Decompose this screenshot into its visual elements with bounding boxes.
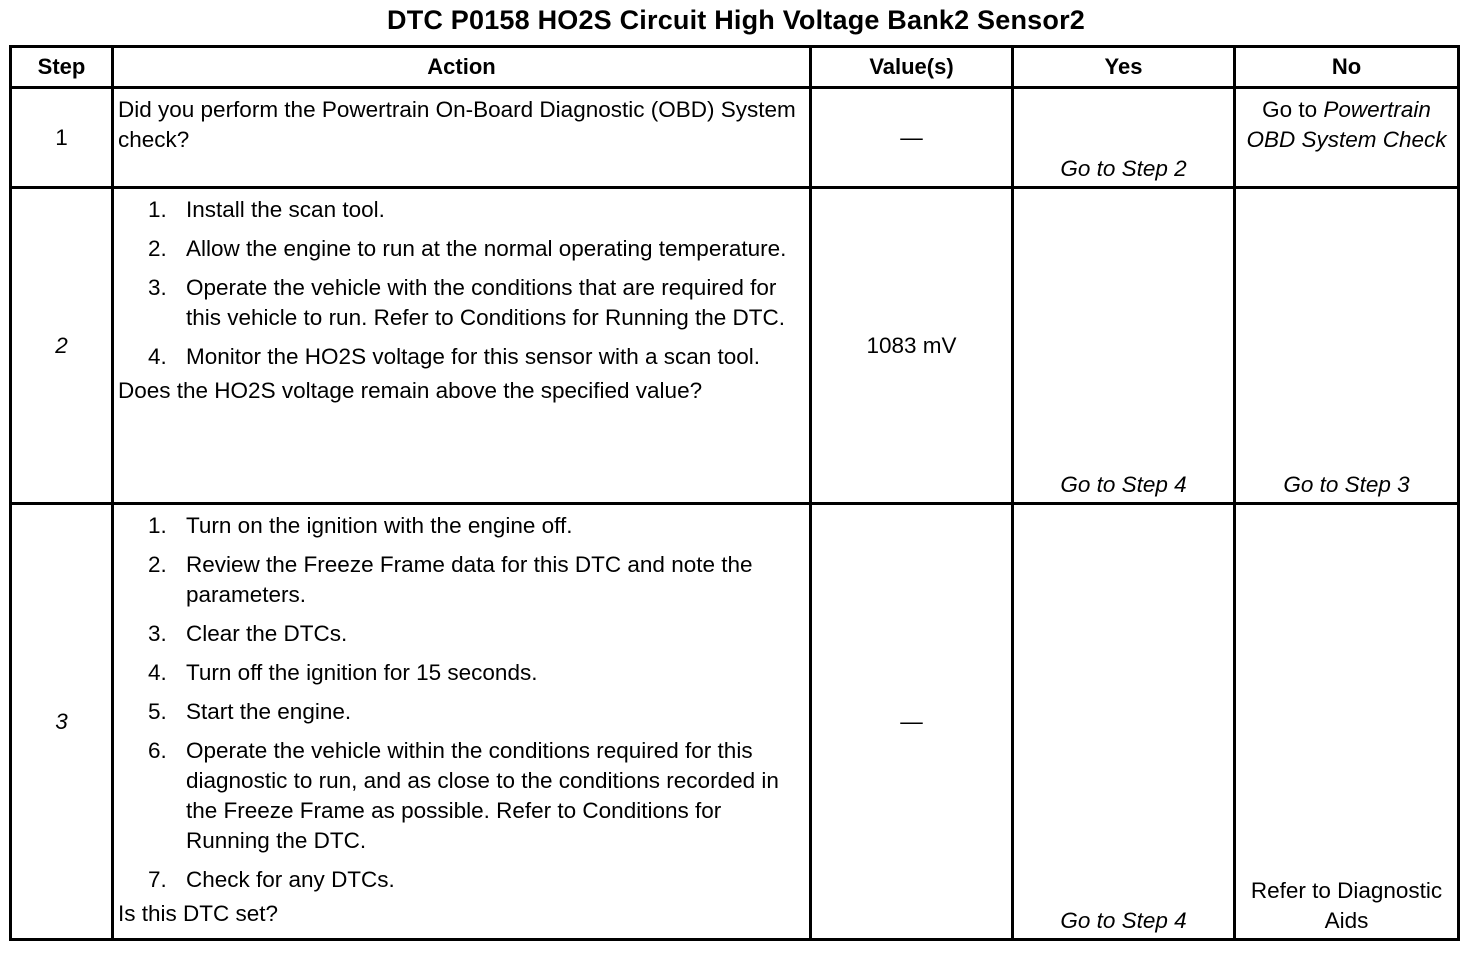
list-item — [118, 511, 805, 541]
value-cell: — — [811, 88, 1013, 188]
list-item-number: 4. — [148, 660, 167, 685]
yes-cell — [1013, 504, 1235, 940]
no-link-text: Powertrain OBD System Check — [1246, 97, 1447, 152]
list-item — [118, 697, 805, 727]
list-item-number: 6. — [148, 738, 167, 763]
table-header-row — [11, 47, 1459, 88]
list-item — [118, 736, 805, 856]
action-cell — [113, 88, 811, 188]
list-item-text: Turn off the ignition for 15 seconds. — [186, 660, 538, 685]
list-item-text: Allow the engine to run at the normal operating temperature. — [186, 236, 787, 261]
header-action: Action — [113, 47, 811, 88]
document-title: DTC P0158 HO2S Circuit High Voltage Bank2 Sensor2 — [387, 5, 1085, 35]
list-item — [118, 865, 805, 895]
diagnostic-table — [9, 45, 1460, 941]
list-item — [118, 234, 805, 264]
header-values: Value(s) — [811, 47, 1013, 88]
no-cell — [1235, 88, 1459, 188]
action-question: Does the HO2S voltage remain above the specified value? — [118, 378, 703, 403]
list-item-text: Turn on the ignition with the engine off. — [186, 513, 573, 538]
list-item-number: 5. — [148, 699, 167, 724]
list-item — [118, 342, 805, 372]
header-yes: Yes — [1013, 47, 1235, 88]
step-number: 1 — [11, 88, 113, 188]
yes-cell — [1013, 188, 1235, 504]
action-question: Is this DTC set? — [118, 901, 279, 926]
list-item — [118, 619, 805, 649]
no-text — [1236, 89, 1457, 155]
no-cell — [1235, 504, 1459, 940]
list-item-text: Clear the DTCs. — [186, 621, 348, 646]
action-cell — [113, 188, 811, 504]
value-cell: 1083 mV — [811, 188, 1013, 504]
list-item — [118, 550, 805, 610]
list-item-text: Operate the vehicle with the conditions that are required for this vehicle to run. Refer to Conditions for Running the DTC. — [186, 275, 786, 330]
table-row — [11, 88, 1459, 188]
list-item — [118, 658, 805, 688]
list-item-text: Monitor the HO2S voltage for this sensor with a scan tool. — [186, 344, 761, 369]
list-item-number: 7. — [148, 867, 167, 892]
header-step: Step — [11, 47, 113, 88]
step-number: 3 — [11, 504, 113, 940]
list-item-text: Check for any DTCs. — [186, 867, 395, 892]
action-text: Did you perform the Powertrain On-Board Diagnostic (OBD) System check? — [118, 97, 796, 152]
action-cell — [113, 504, 811, 940]
list-item-text: Install the scan tool. — [186, 197, 385, 222]
no-prefix: Go to — [1262, 97, 1318, 122]
list-item-number: 3. — [148, 621, 167, 646]
list-item-text: Start the engine. — [186, 699, 352, 724]
no-cell — [1235, 188, 1459, 504]
value-cell: — — [811, 504, 1013, 940]
yes-text: Go to Step 2 — [1060, 156, 1187, 181]
header-no: No — [1235, 47, 1459, 88]
list-item-number: 3. — [148, 275, 167, 300]
list-item — [118, 273, 805, 333]
table-row — [11, 504, 1459, 940]
list-item-number: 4. — [148, 344, 167, 369]
yes-text: Go to Step 4 — [1060, 472, 1187, 497]
list-item-number: 1. — [148, 197, 167, 222]
action-steps-list — [118, 511, 805, 895]
list-item-text: Review the Freeze Frame data for this DTC and note the parameters. — [186, 552, 753, 607]
no-text: Refer to Diagnostic Aids — [1250, 878, 1443, 933]
list-item-number: 2. — [148, 236, 167, 261]
yes-text: Go to Step 4 — [1060, 908, 1187, 933]
table-row — [11, 188, 1459, 504]
no-text: Go to Step 3 — [1283, 472, 1410, 497]
step-number: 2 — [11, 188, 113, 504]
list-item-number: 2. — [148, 552, 167, 577]
list-item-text: Operate the vehicle within the conditions required for this diagnostic to run, and as close to the conditions recorded in the Freeze Frame as possible. Refer to Conditions for Running the DTC. — [186, 738, 779, 853]
action-steps-list — [118, 195, 805, 372]
yes-cell — [1013, 88, 1235, 188]
list-item-number: 1. — [148, 513, 167, 538]
list-item — [118, 195, 805, 225]
